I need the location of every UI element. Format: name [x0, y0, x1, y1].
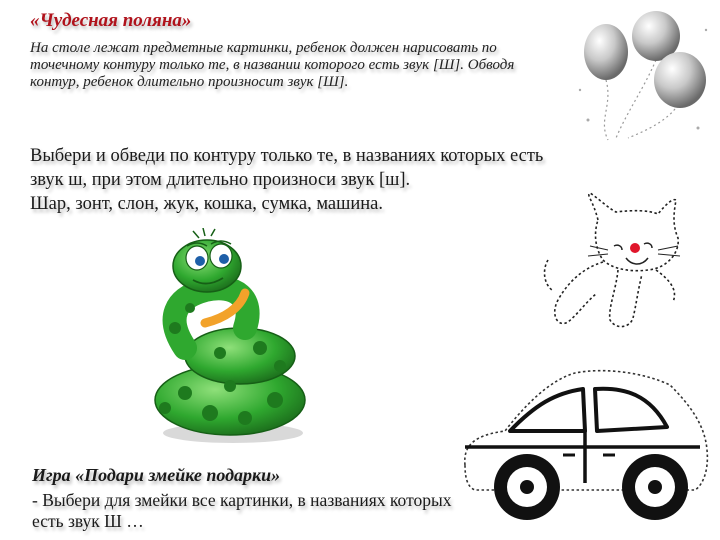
instruction-text: Выбери и обведи по контуру только те, в названиях которых есть звук ш, при этом длительно произноси звук [ш].	[30, 146, 544, 190]
game-instruction: - Выбери для змейки все картинки, в названиях которых есть звук Ш …	[32, 490, 452, 531]
word-list: Шар, зонт, слон, жук, кошка, сумка, машина.	[30, 194, 384, 214]
snake-image	[145, 228, 320, 448]
game-title-gifts-for-snake: Игра «Подари змейке подарки»	[32, 465, 281, 485]
game-title-wonderful-meadow: «Чудесная поляна»	[30, 10, 192, 31]
balloons-image	[568, 10, 713, 145]
game-description: На столе лежат предметные картинки, ребенок должен нарисовать по точечному контуру только те, в названии которого есть звук [Ш]. Обводя контур, ребенок длительно произносит звук [Ш].	[30, 40, 515, 90]
car-outline-image	[455, 355, 715, 535]
instruction-block	[30, 144, 575, 216]
kitten-outline-image	[538, 190, 688, 340]
